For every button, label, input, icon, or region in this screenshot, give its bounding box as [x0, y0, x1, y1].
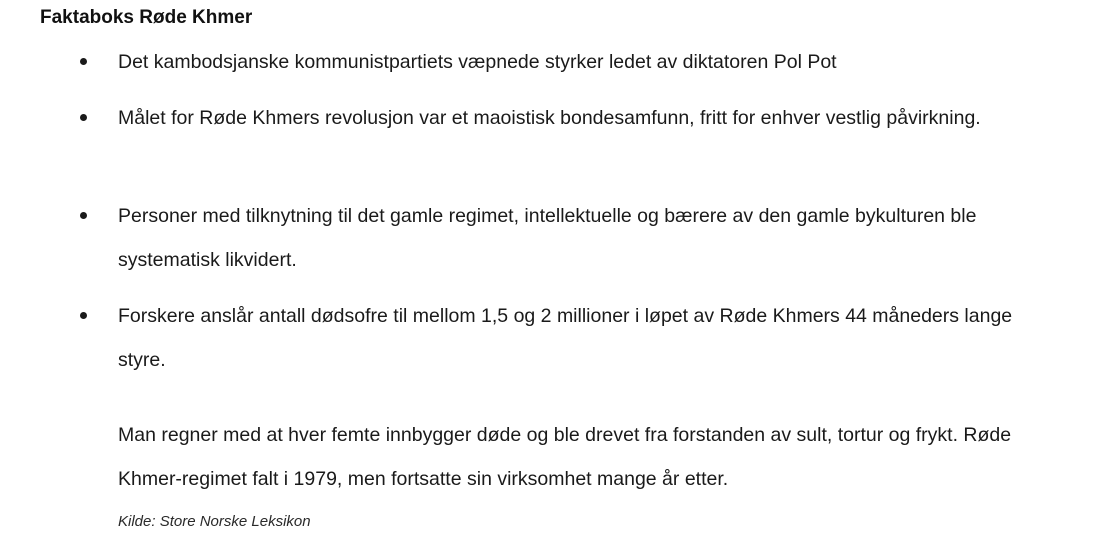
- bullet-icon: [80, 58, 87, 65]
- bullet-text: Personer med tilknytning til det gamle regimet, intellektuelle og bærere av den gamle bykulturen ble systematisk likvidert.: [118, 205, 977, 271]
- source-citation: Kilde: Store Norske Leksikon: [118, 513, 311, 530]
- bullet-text: Målet for Røde Khmers revolusjon var et maoistisk bondesamfunn, fritt for enhver vestlig påvirkning.: [118, 107, 981, 129]
- bullet-icon: [80, 312, 87, 319]
- bullet-icon: [80, 114, 87, 121]
- body-paragraph: Man regner med at hver femte innbygger døde og ble drevet fra forstanden av sult, tortur og frykt. Røde Khmer-regimet falt i 1979, men fortsatte sin virksomhet mange år etter.: [118, 424, 1012, 490]
- bullet-text: Det kambodsjanske kommunistpartiets væpnede styrker ledet av diktatoren Pol Pot: [118, 51, 837, 73]
- fact-box-title: Faktaboks Røde Khmer: [40, 7, 253, 28]
- bullet-text: Forskere anslår antall dødsofre til mellom 1,5 og 2 millioner i løpet av Røde Khmers 44 måneders lange styre.: [118, 305, 1013, 371]
- bullet-icon: [80, 212, 87, 219]
